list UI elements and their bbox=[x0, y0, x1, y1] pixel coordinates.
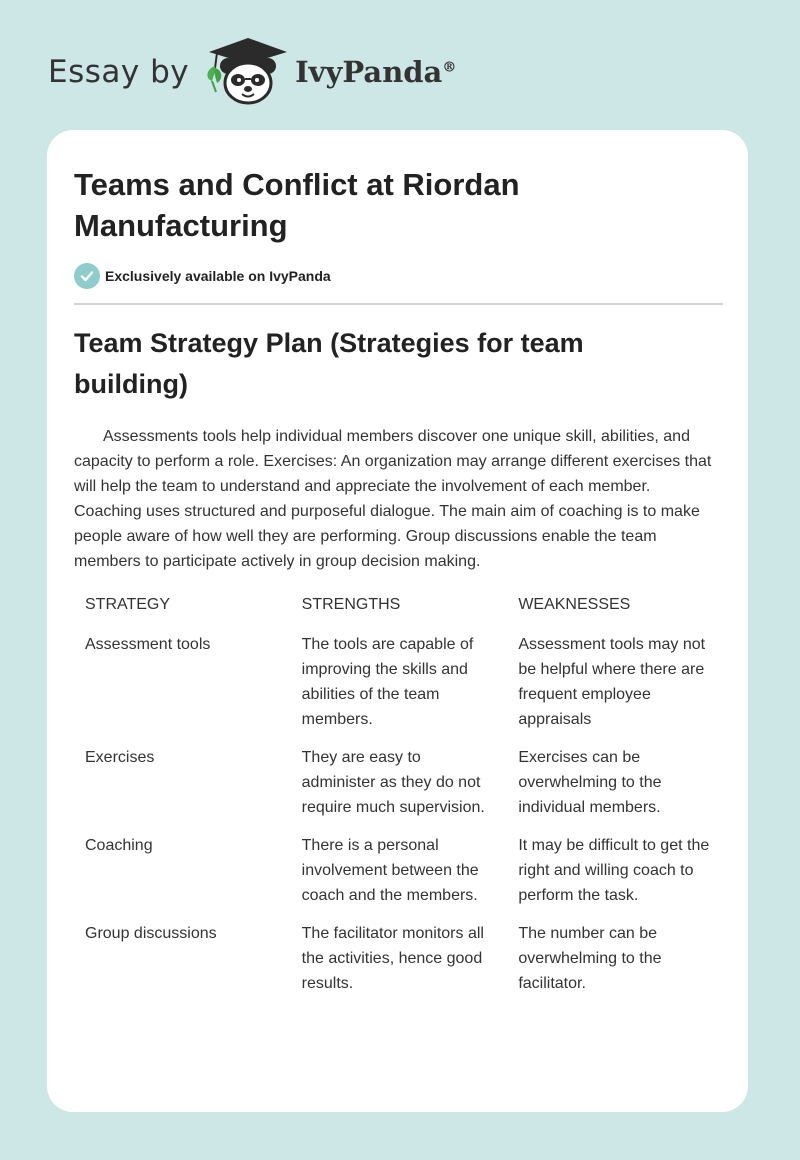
strategy-cell: Exercises bbox=[85, 749, 155, 766]
registered-mark: ® bbox=[442, 59, 457, 76]
table-row bbox=[74, 916, 724, 1004]
brand-name-text: IvyPanda bbox=[295, 55, 443, 89]
badge-text: Exclusively available on IvyPanda bbox=[105, 268, 331, 284]
header-strategy: STRATEGY bbox=[85, 596, 171, 613]
weakness-cell: Exercises can be overwhelming to the individual members. bbox=[518, 749, 662, 816]
header-weaknesses: WEAKNESSES bbox=[518, 596, 631, 613]
site-header bbox=[48, 36, 456, 108]
weakness-cell: The number can be overwhelming to the facilitator. bbox=[518, 925, 662, 992]
table-row bbox=[74, 627, 724, 740]
panda-graduate-logo[interactable] bbox=[203, 36, 293, 108]
table-header-row bbox=[74, 587, 724, 627]
essay-paragraph: Assessments tools help individual members discover one unique skill, abilities, and capacity to perform a role. Exercises: An organization may arrange different exercises that will help the team to understand and appreciate the involvement of each member. Coaching uses structured and purposeful dialogue. The main aim of coaching is to make people aware of how well they are performing. Group discussions enable the team members to participate actively in group decision making. bbox=[74, 428, 712, 570]
strength-cell: The facilitator monitors all the activities, hence good results. bbox=[301, 925, 484, 992]
weakness-cell: Assessment tools may not be helpful where there are frequent employee appraisals bbox=[518, 636, 706, 728]
divider bbox=[74, 303, 723, 305]
strategy-cell: Group discussions bbox=[85, 925, 217, 942]
header-strengths: STRENGTHS bbox=[301, 596, 401, 613]
check-circle-icon bbox=[74, 263, 100, 289]
section-heading: Team Strategy Plan (Strategies for team building) bbox=[74, 328, 584, 399]
brand-prefix: Essay by bbox=[48, 54, 190, 90]
essay-card bbox=[47, 130, 748, 1112]
brand-name[interactable] bbox=[295, 55, 456, 89]
page-title: Teams and Conflict at Riordan Manufacturing bbox=[74, 167, 520, 243]
strategy-cell: Assessment tools bbox=[85, 636, 211, 653]
strength-cell: They are easy to administer as they do not require much supervision. bbox=[301, 749, 485, 816]
table-row bbox=[74, 740, 724, 828]
strength-cell: There is a personal involvement between the coach and the members. bbox=[301, 837, 479, 904]
table-row bbox=[74, 828, 724, 916]
weakness-cell: It may be difficult to get the right and willing coach to perform the task. bbox=[518, 837, 710, 904]
strength-cell: The tools are capable of improving the skills and abilities of the team members. bbox=[301, 636, 474, 728]
strategy-cell: Coaching bbox=[85, 837, 153, 854]
exclusive-badge bbox=[74, 263, 331, 289]
strategy-table bbox=[74, 587, 724, 1004]
